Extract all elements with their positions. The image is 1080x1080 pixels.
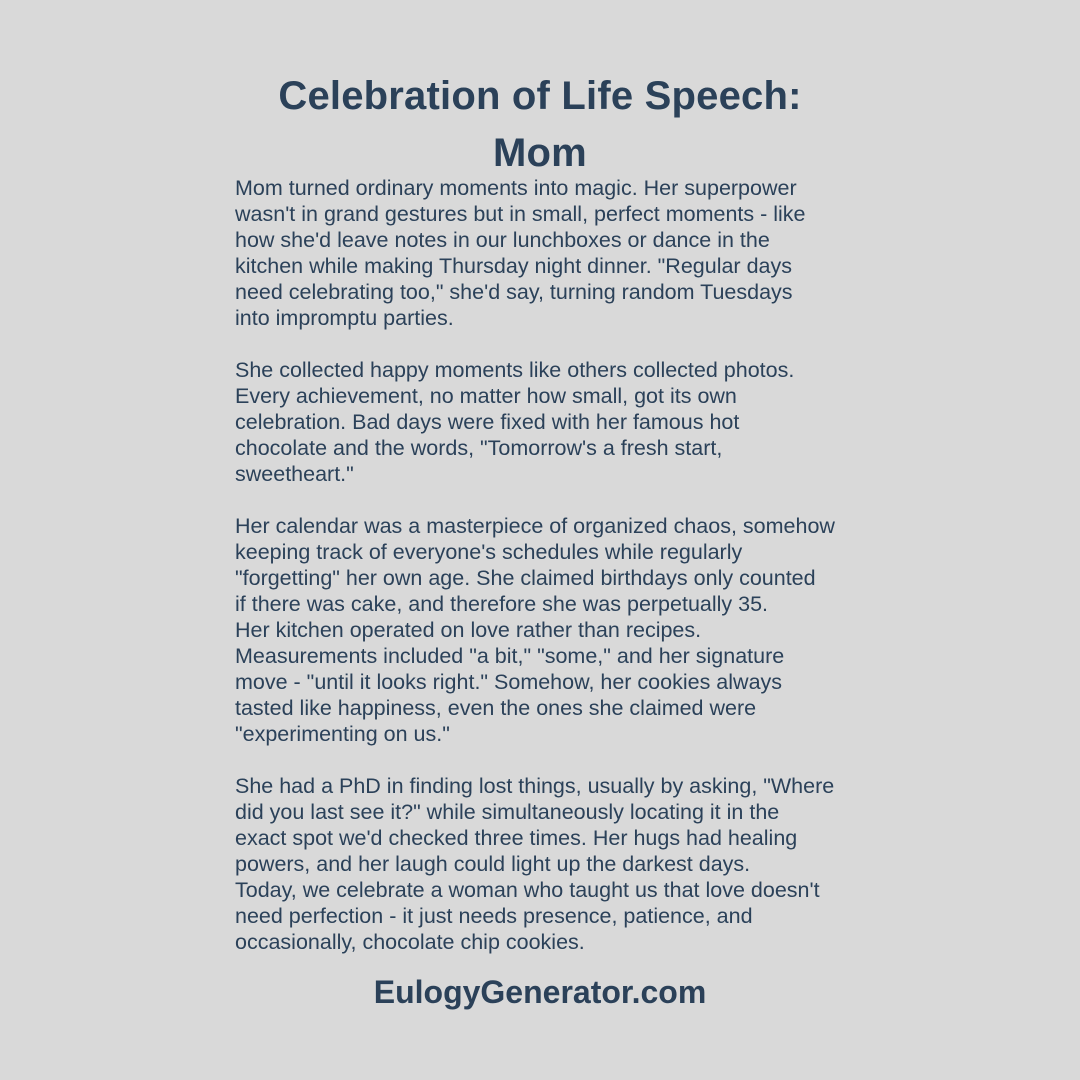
text-line: "forgetting" her own age. She claimed birthdays only counted (235, 566, 816, 590)
text-line: Measurements included "a bit," "some," and her signature (235, 644, 785, 668)
speech-body (235, 175, 895, 955)
text-line: Every achievement, no matter how small, got its own (235, 384, 737, 408)
text-line: chocolate and the words, "Tomorrow's a fresh start, (235, 436, 723, 460)
paragraph-gap (235, 331, 895, 357)
title-line-1: Celebration of Life Speech: (278, 74, 802, 118)
text-line: exact spot we'd checked three times. Her hugs had healing (235, 826, 798, 850)
text-line: She had a PhD in finding lost things, usually by asking, "Where (235, 774, 835, 798)
text-line: She collected happy moments like others collected photos. (235, 358, 795, 382)
text-line: sweetheart." (235, 462, 354, 486)
paragraph-gap (235, 747, 895, 773)
text-line: need celebrating too," she'd say, turning random Tuesdays (235, 280, 793, 304)
text-line: keeping track of everyone's schedules while regularly (235, 540, 743, 564)
text-line: wasn't in grand gestures but in small, perfect moments - like (235, 202, 806, 226)
text-line: if there was cake, and therefore she was perpetually 35. (235, 592, 769, 616)
text-line: did you last see it?" while simultaneously locating it in the (235, 800, 780, 824)
paragraph-1 (235, 175, 895, 331)
text-line: "experimenting on us." (235, 722, 450, 746)
paragraph-4 (235, 773, 895, 955)
paragraph-3 (235, 513, 895, 747)
text-line: how she'd leave notes in our lunchboxes or dance in the (235, 228, 770, 252)
text-line: Mom turned ordinary moments into magic. Her superpower (235, 176, 797, 200)
text-line: Today, we celebrate a woman who taught us that love doesn't (235, 878, 820, 902)
text-line: Her calendar was a masterpiece of organized chaos, somehow (235, 514, 835, 538)
text-line: celebration. Bad days were fixed with her famous hot (235, 410, 740, 434)
site-attribution: EulogyGenerator.com (373, 974, 707, 1010)
page-title (0, 68, 1080, 182)
text-line: occasionally, chocolate chip cookies. (235, 930, 585, 954)
text-line: Her kitchen operated on love rather than recipes. (235, 618, 702, 642)
text-line: into impromptu parties. (235, 306, 454, 330)
paragraph-2 (235, 357, 895, 487)
text-line: need perfection - it just needs presence, patience, and (235, 904, 753, 928)
paragraph-gap (235, 487, 895, 513)
text-line: powers, and her laugh could light up the darkest days. (235, 852, 751, 876)
text-line: move - "until it looks right." Somehow, her cookies always (235, 670, 783, 694)
text-line: tasted like happiness, even the ones she claimed were (235, 696, 757, 720)
title-line-2: Mom (493, 131, 587, 175)
text-line: kitchen while making Thursday night dinner. "Regular days (235, 254, 792, 278)
